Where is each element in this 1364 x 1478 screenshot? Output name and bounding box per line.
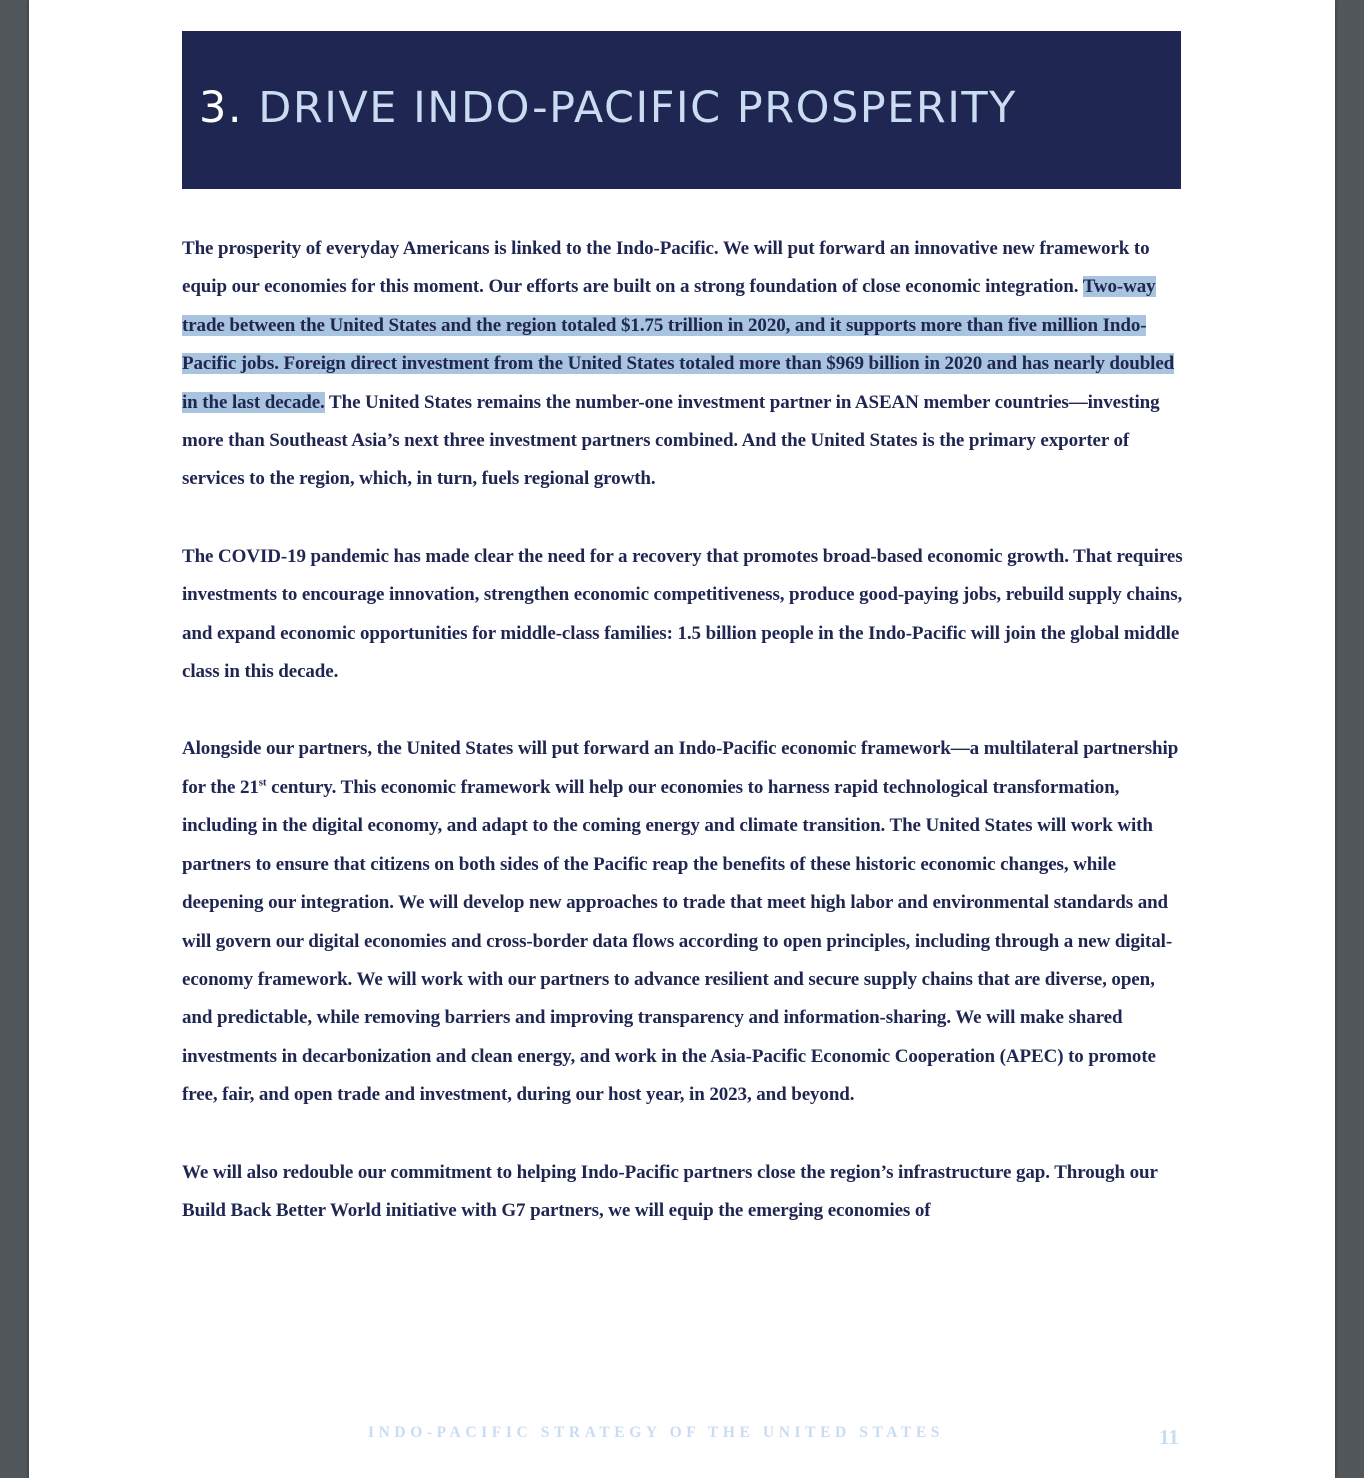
document-page: [29, 0, 1335, 1478]
paragraph-1-end: The United States remains the number-one investment partner in ASEAN member countries—investing more than Southeast Asia’s next three investment partners combined. And the United States is the primary exporter of services to the region, which, in turn, fuels regional growth.: [182, 391, 1160, 490]
paragraph-1-start: The prosperity of everyday Americans is linked to the Indo-Pacific. We will put forward an innovative new framework to equip our economies for this moment. Our efforts are built on a strong foundation of close economic integration.: [182, 238, 1150, 298]
section-title-text: DRIVE INDO-PACIFIC PROSPERITY: [258, 83, 1017, 133]
section-number: 3.: [199, 83, 244, 133]
paragraph-2: The COVID-19 pandemic has made clear the need for a recovery that promotes broad-based economic growth. That requires investments to encourage innovation, strengthen economic competitiveness, produce good-paying jobs, rebuild supply chains, and expand economic opportunities for middle-class families: 1.5 billion people in the Indo-Pacific will join the global middle class in this decade.: [182, 545, 1183, 683]
section-banner: [182, 31, 1181, 189]
ordinal-superscript: st: [258, 776, 267, 789]
paragraph-3-end: century. This economic framework will help our economies to harness rapid technological transformation, including in the digital economy, and adapt to the coming energy and climate transition. The United States will work with partners to ensure that citizens on both sides of the Pacific reap the benefits of these historic economic changes, while deepening our integration. We will develop new approaches to trade that meet high labor and environmental standards and will govern our digital economies and cross-border data flows according to open principles, including through a new digital-economy framework. We will work with our partners to advance resilient and secure supply chains that are diverse, open, and predictable, while removing barriers and improving transparency and information-sharing. We will make shared investments in decarbonization and clean energy, and work in the Asia-Pacific Economic Cooperation (APEC) to promote free, fair, and open trade and investment, during our host year, in 2023, and beyond.: [182, 776, 1173, 1106]
paragraph-3: [182, 730, 1186, 1114]
paragraph-1: [182, 230, 1186, 499]
selected-text-highlight[interactable]: Two-way trade between the United States and the region totaled $1.75 trillion in 2020, and it supports more than five million Indo-Pacific jobs. Foreign direct investment from the United States totaled more than $969 billion in 2020 and has nearly doubled in the last decade.: [182, 276, 1175, 413]
paragraph-4: We will also redouble our commitment to helping Indo-Pacific partners close the region’s infrastructure gap. Through our Build Back Better World initiative with G7 partners, we will equip the emerging economies of: [182, 1161, 1158, 1221]
section-title: [199, 83, 1017, 133]
running-footer: INDO-PACIFIC STRATEGY OF THE UNITED STATES: [368, 1424, 945, 1441]
paragraph-3-start: Alongside our partners, the United States will put forward an Indo-Pacific economic framework—a multilateral partnership for the 21: [182, 738, 1179, 798]
body-text: [182, 230, 1186, 1269]
page-number: 11: [1159, 1425, 1179, 1449]
